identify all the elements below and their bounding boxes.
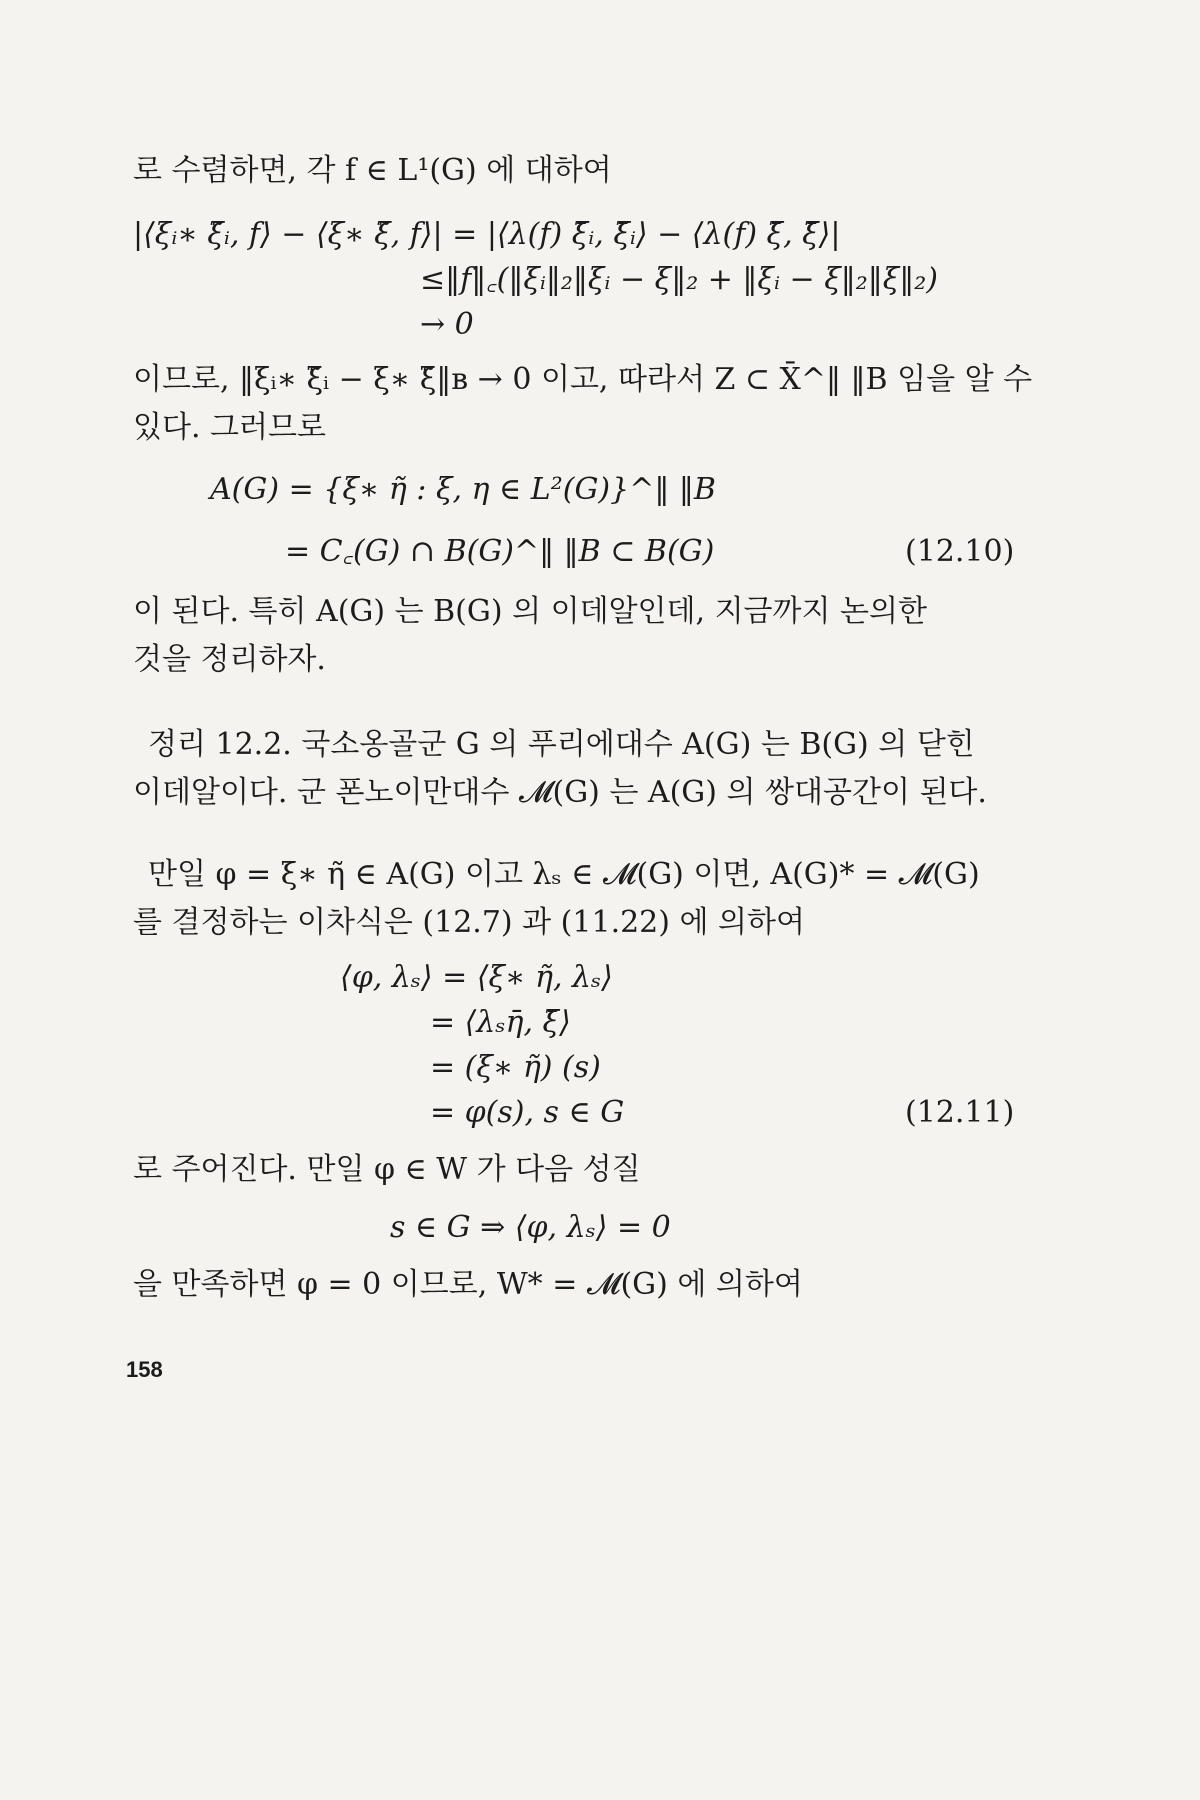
page-number: 158	[126, 1357, 163, 1382]
theorem-line: 이데알이다. 군 폰노이만대수 𝓜(G) 는 A(G) 의 쌍대공간이 된다.	[133, 775, 987, 810]
equation-line: → 0	[420, 307, 474, 342]
text-line: 만일 φ = ξ∗ η̃ ∈ A(G) 이고 λₛ ∈ 𝓜(G) 이면, A(G)* = 𝓜(G)	[148, 857, 980, 892]
equation-line: s ∈ G ⇒ ⟨φ, λₛ⟩ = 0	[390, 1210, 671, 1245]
text-line: 있다. 그러므로	[133, 410, 326, 445]
text-line: 것을 정리하자.	[133, 642, 326, 677]
equation-line: = C꜀(G) ∩ B(G)^‖ ‖B ⊂ B(G)	[285, 534, 715, 569]
equation-line: = φ(s), s ∈ G	[430, 1095, 625, 1130]
equation-line: = (ξ∗ η̃) (s)	[430, 1050, 601, 1085]
theorem-line: 정리 12.2. 국소옹골군 G 의 푸리에대수 A(G) 는 B(G) 의 닫힌	[148, 727, 975, 762]
equation-line: ≤‖f‖꜀(‖ξᵢ‖₂‖ξᵢ − ξ‖₂ + ‖ξᵢ − ξ‖₂‖ξ‖₂)	[420, 262, 939, 297]
equation-line: |⟨ξᵢ∗ ξ̃ᵢ, f⟩ − ⟨ξ∗ ξ̃, f⟩| = |⟨λ(f) ξ̄ᵢ, ξ̄ᵢ⟩ − ⟨λ(f) ξ̄, ξ̄⟩|	[133, 217, 841, 252]
text-line: 이 된다. 특히 A(G) 는 B(G) 의 이데알인데, 지금까지 논의한	[133, 594, 927, 629]
equation-line: A(G) = {ξ∗ η̃ : ξ, η ∈ L²(G)}^‖ ‖B	[210, 472, 716, 507]
text-line: 로 주어진다. 만일 φ ∈ W 가 다음 성질	[133, 1152, 641, 1187]
equation-number: (12.11)	[905, 1095, 1015, 1130]
equation-line: ⟨φ, λₛ⟩ = ⟨ξ∗ η̃, λₛ⟩	[340, 960, 613, 995]
text-line: 를 결정하는 이차식은 (12.7) 과 (11.22) 에 의하여	[133, 905, 805, 940]
text-line: 을 만족하면 φ = 0 이므로, W* = 𝓜(G) 에 의하여	[133, 1267, 803, 1302]
text-line: 로 수렴하면, 각 f ∈ L¹(G) 에 대하여	[133, 153, 612, 188]
equation-number: (12.10)	[905, 534, 1015, 569]
equation-line: = ⟨λₛη̄, ξ̄⟩	[430, 1005, 571, 1040]
text-line: 이므로, ‖ξᵢ∗ ξ̃ᵢ − ξ∗ ξ̃‖ʙ → 0 이고, 따라서 Z ⊂ X̄^‖ ‖B 임을 알 수	[133, 362, 1033, 397]
